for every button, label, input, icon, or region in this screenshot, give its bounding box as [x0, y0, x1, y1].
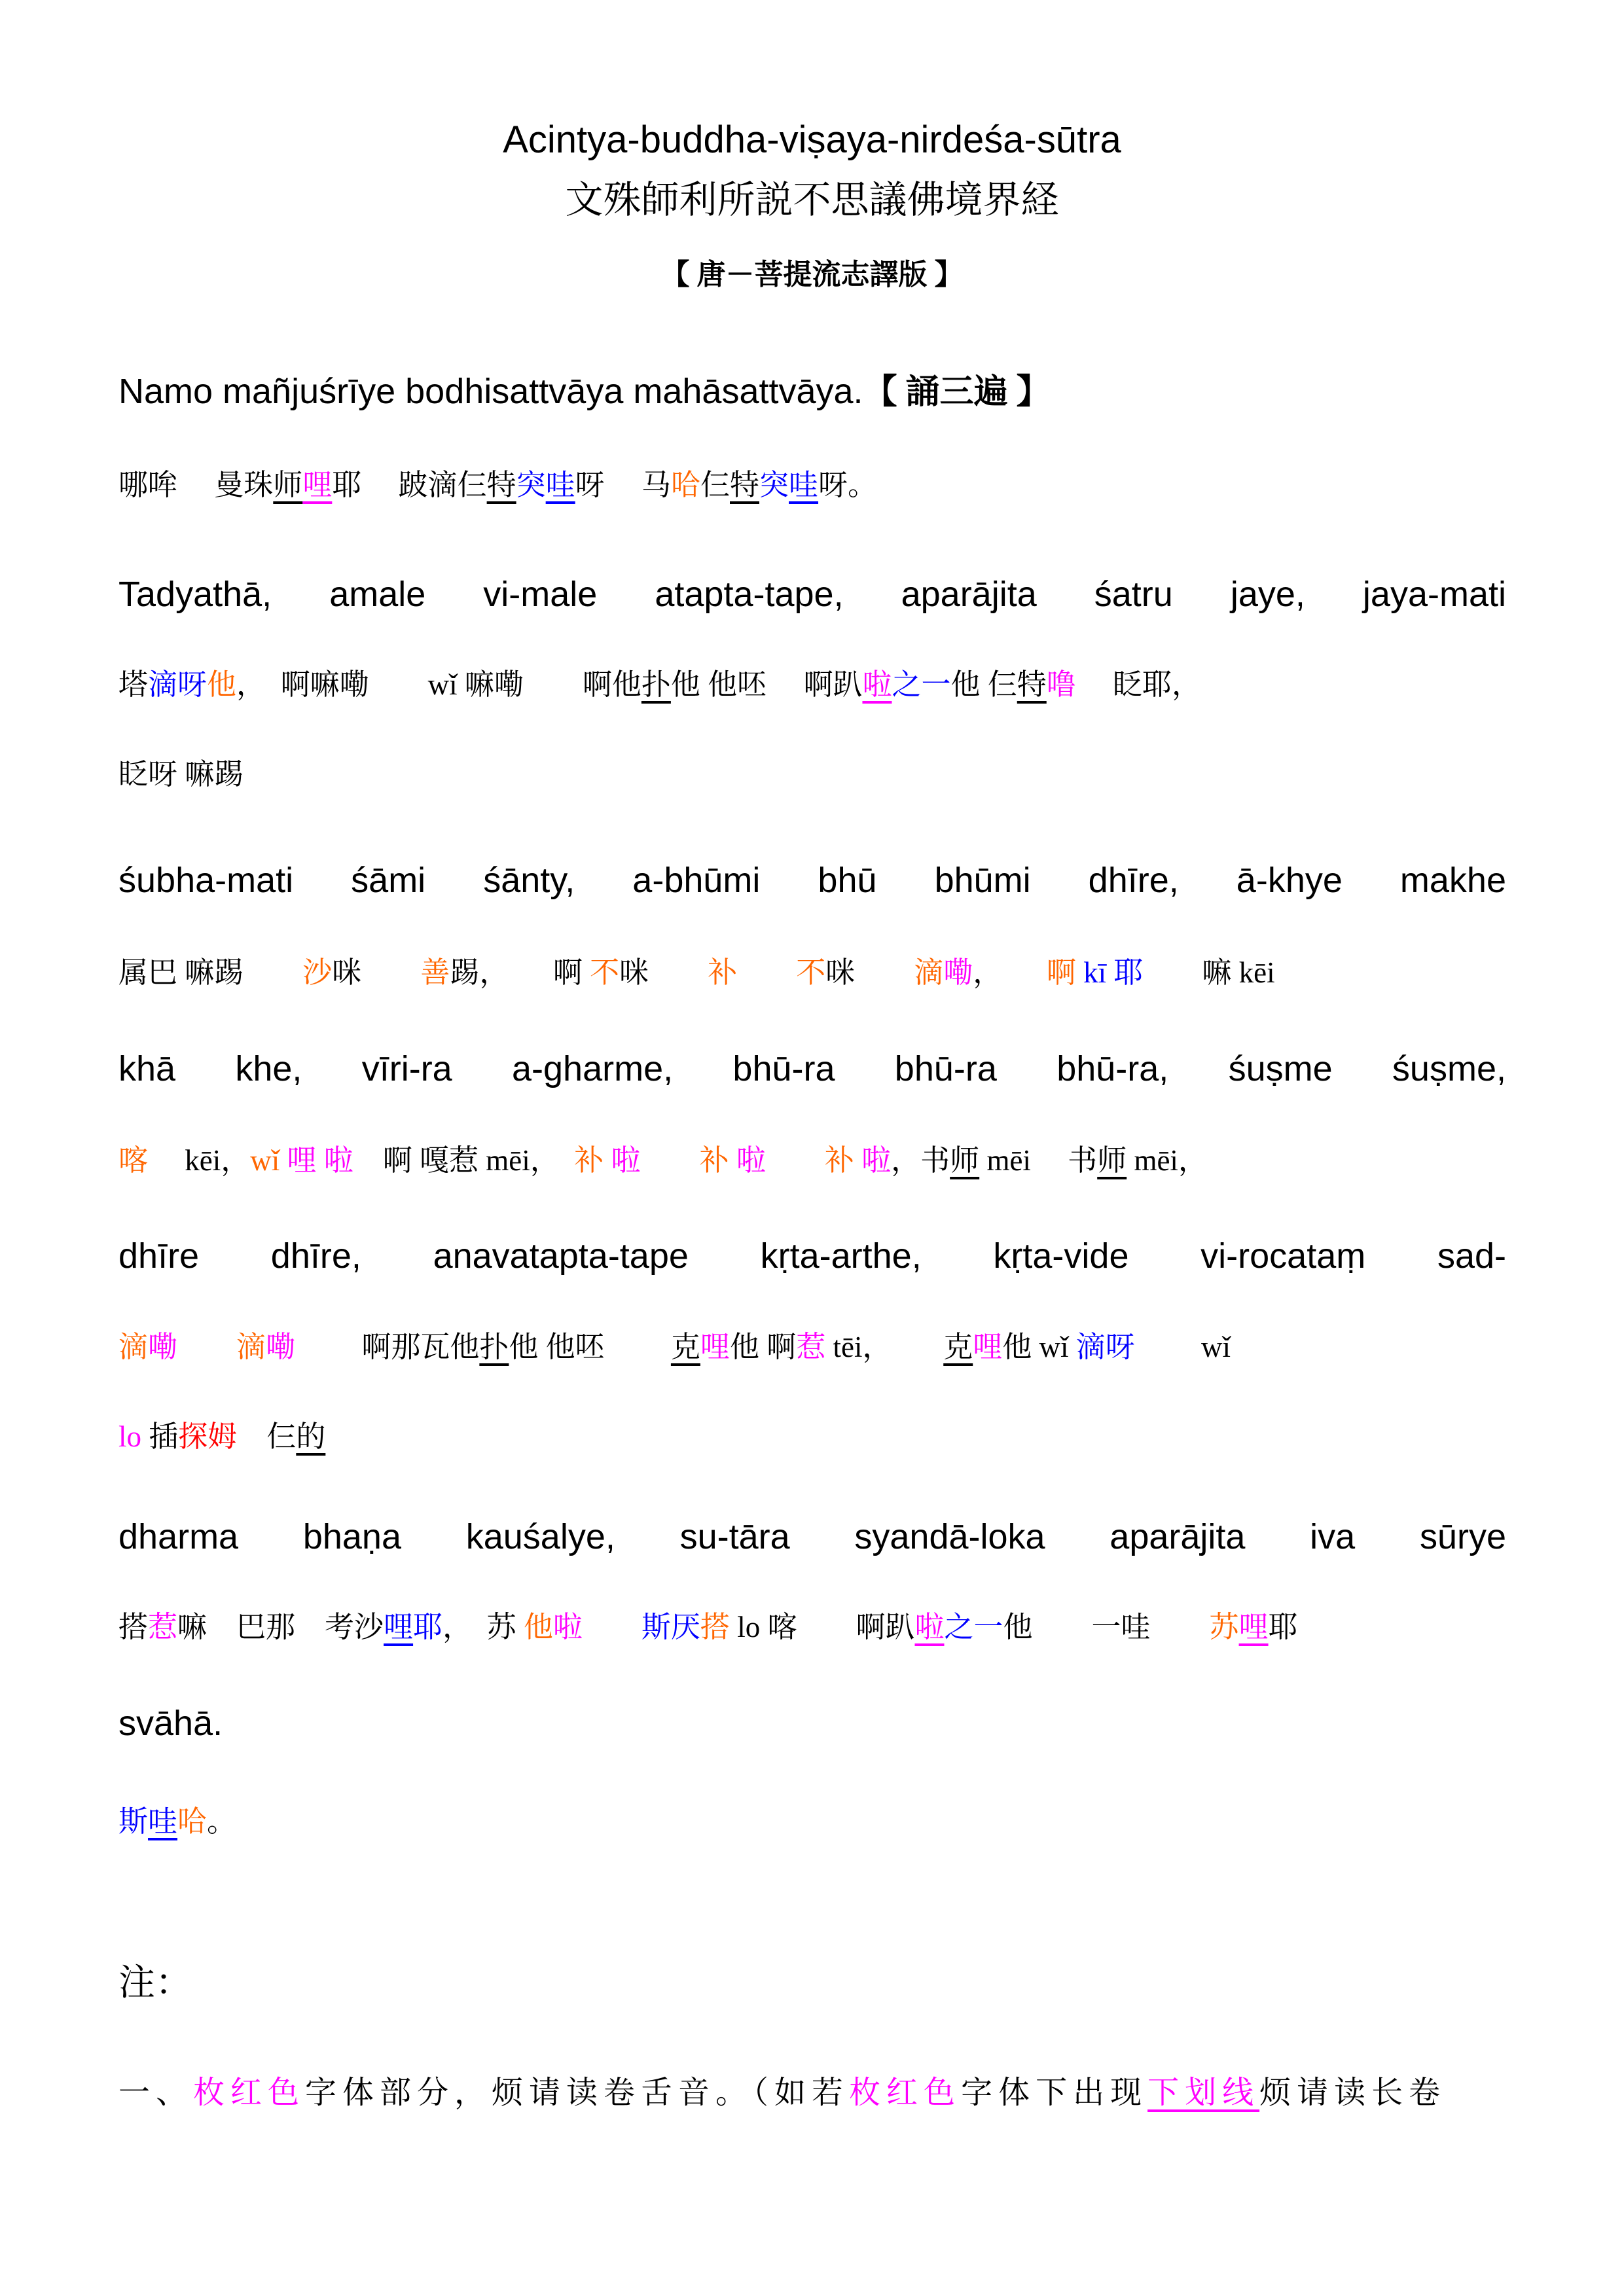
text-run: kī 耶 [1083, 956, 1144, 989]
text-run [877, 1331, 943, 1363]
text-run: 滴 [914, 956, 944, 989]
text-run [583, 1611, 641, 1643]
text-run [1151, 1611, 1210, 1643]
text-run: 的 [296, 1420, 326, 1453]
text-run: 哇 [789, 469, 819, 501]
page-title-latin: Acintya-buddha-viṣaya-nirdeśa-sūtra [503, 118, 1121, 161]
text-run: 书 [1030, 1144, 1098, 1177]
text-run: 仨 [700, 469, 730, 501]
latin-svaha: svāhā. [118, 1704, 223, 1743]
text-run [361, 469, 398, 501]
text-run: 马 [641, 469, 671, 501]
text-run: 他 [207, 668, 237, 701]
phonetic-kha [118, 1142, 1506, 1179]
text-run: 字体部分，烦请读卷舌音。（如若 [305, 2075, 850, 2110]
text-run: 烦请读长卷 [1259, 2075, 1447, 2110]
phonetic-dhire-cont [118, 1418, 1506, 1455]
text-run: 仨 [237, 1420, 297, 1453]
text-run: 扑 [479, 1331, 509, 1363]
text-run: 他 [1003, 1611, 1033, 1643]
text-run [317, 1144, 324, 1177]
text-run: 咪 [825, 956, 856, 989]
text-run: 呀。 [818, 469, 878, 501]
text-run: 善 [420, 956, 450, 989]
phonetic-dharma [118, 1609, 1506, 1645]
text-run: 属巴 嘛踢 [118, 956, 244, 989]
text-run: 他 啊 [729, 1331, 797, 1363]
text-run [767, 668, 803, 701]
text-run: 哩 [384, 1611, 414, 1643]
text-run: 嘛 kēi [1202, 956, 1275, 989]
page-title-cjk: 文殊師利所説不思議佛境界経 [565, 179, 1059, 221]
note-item-1 [118, 2073, 1506, 2113]
text-run: 喀 [118, 1144, 149, 1177]
text-run: tēi， [825, 1331, 877, 1363]
text-run [649, 956, 708, 989]
text-run: 补 [708, 956, 738, 989]
text-run: 咪 [619, 956, 649, 989]
text-run [855, 956, 914, 989]
text-run [604, 1144, 611, 1177]
line-namo [118, 370, 1506, 414]
text-run [988, 956, 1047, 989]
text-run: 啦 [552, 1611, 583, 1643]
text-run: Namo mañjuśrīye bodhisattvāya mahāsattvāya. [118, 372, 863, 411]
text-run: mēi [979, 1144, 1031, 1177]
text-run: 师 [950, 1144, 980, 1177]
text-run: lo [118, 1420, 142, 1453]
text-run: mēi， [1127, 1144, 1208, 1177]
text-run [524, 668, 583, 701]
text-run: 惹 [148, 1611, 178, 1643]
text-run [729, 1144, 736, 1177]
text-run: 克 [943, 1331, 973, 1363]
text-run: 一、 [118, 2075, 194, 2110]
text-run: 特 [730, 469, 760, 501]
phonetic-svaha [118, 1803, 1506, 1840]
text-run: 啦 [611, 1144, 641, 1177]
text-run: 啦 [861, 1144, 892, 1177]
text-run: 滴呀 [148, 668, 208, 701]
text-run: 哇 [545, 469, 575, 501]
phonetic-namo [118, 467, 1506, 503]
text-run: 哪哞 [118, 469, 178, 501]
text-run: 滴呀 [1075, 1331, 1135, 1363]
text-run [369, 668, 428, 701]
text-run: 枚红色 [193, 2075, 306, 2110]
text-run: 他 他呸 [509, 1331, 605, 1363]
text-run: 他 仨 [950, 668, 1017, 701]
text-run: 克 [670, 1331, 700, 1363]
text-run: 啊趴 [797, 1611, 915, 1643]
text-run: 哩 [1238, 1611, 1269, 1643]
text-run: 嘞 [266, 1331, 296, 1363]
text-run: ， [973, 956, 988, 989]
text-run [1143, 956, 1202, 989]
text-run: 啊嘛嘞 [280, 668, 369, 701]
text-run [177, 469, 214, 501]
text-run: 。 [207, 1805, 237, 1838]
text-run: 哩 [973, 1331, 1003, 1363]
text-run: 啦 [914, 1611, 945, 1643]
text-run: 滴 [118, 1331, 149, 1363]
text-run: 哈 [177, 1805, 208, 1838]
text-run: 师 [1097, 1144, 1127, 1177]
text-run: 插 [141, 1420, 179, 1453]
text-run: ，书 [891, 1144, 950, 1177]
text-run: 枚红色 [849, 2075, 962, 2110]
text-run: lo 喀 [729, 1611, 797, 1643]
text-run: 探姆 [178, 1420, 238, 1453]
text-run: 塔 [118, 668, 149, 701]
latin-tadyatha: Tadyathā, amale vi-male atapta-tape, aparājita śatru jaye, jaya-mati [118, 575, 1506, 614]
text-run: 突 [516, 469, 546, 501]
phonetic-tadyatha [118, 666, 1506, 703]
text-run: 踢， [450, 956, 494, 989]
text-run: 惹 [796, 1331, 826, 1363]
text-run [494, 956, 553, 989]
text-run: 啊 [1046, 956, 1084, 989]
text-run: 补 [574, 1144, 604, 1177]
text-run [244, 956, 302, 989]
text-run [295, 1331, 361, 1363]
text-run [766, 1144, 825, 1177]
text-run: 苏 [1209, 1611, 1239, 1643]
text-run: 滴 [236, 1331, 266, 1363]
text-run: 搭 [700, 1611, 730, 1643]
text-run [737, 956, 796, 989]
text-run: 哩 [700, 1331, 730, 1363]
text-run: 之一 [944, 1611, 1003, 1643]
text-run: 啦 [862, 668, 892, 701]
text-run: 咪 [332, 956, 362, 989]
phonetic-tadyatha-cont [118, 756, 1506, 793]
text-run: 啊 [552, 956, 590, 989]
text-run: 啊趴 [803, 668, 863, 701]
text-run: 下划线 [1147, 2075, 1260, 2110]
text-run: 沙 [302, 956, 333, 989]
text-run: ， 苏 [442, 1611, 524, 1643]
text-run [545, 1144, 574, 1177]
text-run: 他 他呸 [670, 668, 767, 701]
text-run [854, 1144, 861, 1177]
text-run: 他 [523, 1611, 553, 1643]
text-run: wǐ [1134, 1331, 1231, 1363]
phonetic-subha [118, 954, 1506, 991]
text-run: 特 [1017, 668, 1047, 701]
text-run: 眨呀 嘛踢 [118, 758, 244, 791]
phonetic-dhire [118, 1329, 1506, 1365]
text-run: 他 wǐ [1002, 1331, 1076, 1363]
text-run: 不 [796, 956, 826, 989]
text-run [361, 956, 420, 989]
latin-kha: khā khe, vīri-ra a-gharme, bhū-ra bhū-ra bhū-ra, śuṣme śuṣme, [118, 1049, 1506, 1088]
text-run: ， [236, 668, 281, 701]
text-run: 噜 [1046, 668, 1076, 701]
text-run: 突 [759, 469, 789, 501]
text-run: wǐ 嘛嘞 [427, 668, 524, 701]
text-run: 特 [486, 469, 516, 501]
text-run: 啦 [736, 1144, 766, 1177]
text-run [605, 469, 641, 501]
text-run: 补 [824, 1144, 854, 1177]
text-run: 啦 [323, 1144, 353, 1177]
edition-subtitle: 【 唐－菩提流志譯版 】 [660, 259, 964, 291]
text-run: 斯 [118, 1805, 149, 1838]
text-run: kēi， [148, 1144, 251, 1177]
latin-subha: śubha-mati śāmi śānty, a-bhūmi bhū bhūmi dhīre, ā-khye makhe [118, 861, 1506, 900]
text-run: 跛滴仨 [398, 469, 487, 501]
text-run: 字体下出现 [961, 2075, 1148, 2110]
text-run: 啊 嘎惹 mēi， [353, 1144, 545, 1177]
latin-dharma: dharma bhaṇa kauśalye, su-tāra syandā-loka aparājita iva sūrye [118, 1517, 1506, 1556]
text-run: 啊那瓦他 [361, 1331, 480, 1363]
text-run: 曼珠 [214, 469, 274, 501]
text-run: 之一 [892, 668, 951, 701]
text-run [177, 1331, 236, 1363]
latin-dhire: dhīre dhīre, anavatapta-tape kṛta-arthe, kṛta-vide vi-rocataṃ sad- [118, 1236, 1506, 1276]
text-run: 巴那 考沙 [207, 1611, 384, 1643]
text-run: 注： [118, 1963, 192, 2003]
text-run: 师 [273, 469, 303, 501]
text-run: 斯厌 [641, 1611, 700, 1643]
text-run: 哩 [287, 1144, 317, 1177]
text-run: 哇 [148, 1805, 178, 1838]
text-run [605, 1331, 671, 1363]
text-run: 耶 [1268, 1611, 1298, 1643]
text-run: 嘞 [943, 956, 973, 989]
text-run: 呀 [575, 469, 605, 501]
text-run: 【 誦三遍 】 [863, 374, 1051, 411]
text-run: 嘞 [148, 1331, 178, 1363]
text-run: 一哇 [1032, 1611, 1151, 1643]
text-run: 耶 [413, 1611, 443, 1643]
text-run: 补 [699, 1144, 729, 1177]
note-heading [118, 1960, 1506, 2006]
text-run: 不 [590, 956, 620, 989]
text-run: 哩 [302, 469, 333, 501]
text-run: 眨耶， [1075, 668, 1202, 701]
text-run: 啊他 [582, 668, 641, 701]
text-run [641, 1144, 700, 1177]
text-run: 哈 [670, 469, 700, 501]
text-run: 扑 [641, 668, 671, 701]
text-run: 嘛 [177, 1611, 208, 1643]
text-run: 搭 [118, 1611, 149, 1643]
text-run: wǐ [250, 1144, 287, 1177]
text-run: 耶 [332, 469, 362, 501]
